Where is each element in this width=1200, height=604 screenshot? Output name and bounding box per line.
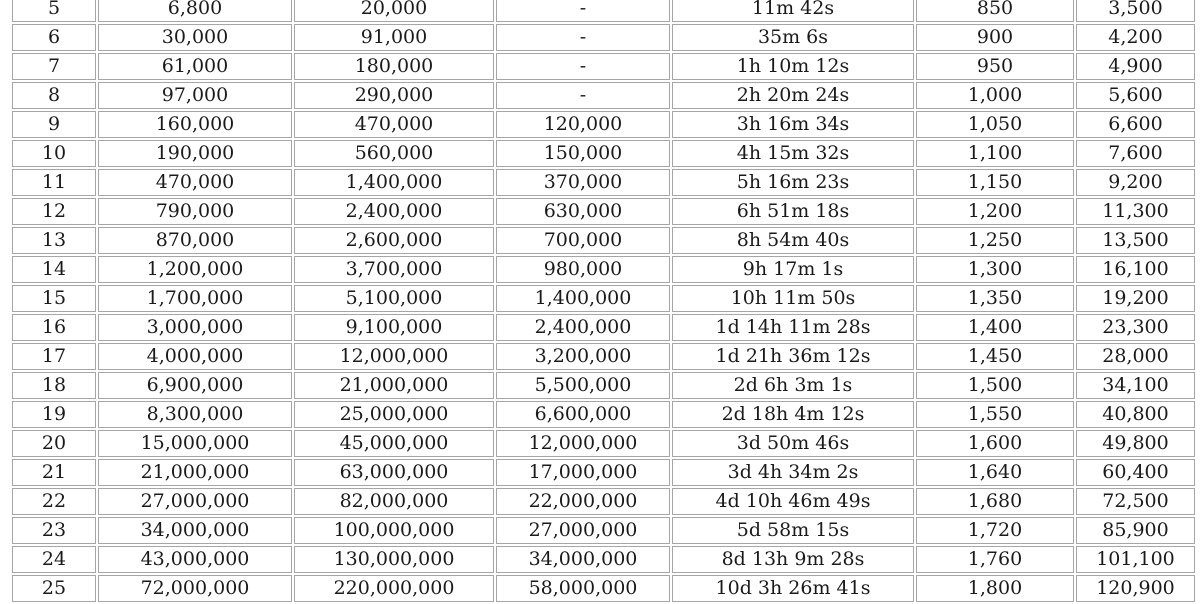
table-cell-cost-b: 2,600,000 <box>294 227 494 254</box>
table-row <box>12 285 1195 312</box>
table-cell-value-f: 85,900 <box>1076 517 1195 544</box>
table-row <box>12 198 1195 225</box>
table-cell-cost-a: 470,000 <box>98 169 292 196</box>
table-cell-value-f: 11,300 <box>1076 198 1195 225</box>
table-cell-value-e: 1,640 <box>916 459 1074 486</box>
table-cell-value-e: 1,720 <box>916 517 1074 544</box>
level-table-container <box>10 0 1193 604</box>
table-cell-cost-c: 58,000,000 <box>496 575 670 602</box>
table-row <box>12 169 1195 196</box>
table-cell-cost-c: 1,400,000 <box>496 285 670 312</box>
table-cell-value-e: 1,800 <box>916 575 1074 602</box>
table-cell-duration: 8d 13h 9m 28s <box>672 546 914 573</box>
table-cell-cost-b: 25,000,000 <box>294 401 494 428</box>
table-cell-cost-c: 6,600,000 <box>496 401 670 428</box>
table-cell-cost-a: 30,000 <box>98 24 292 51</box>
table-cell-cost-c: 5,500,000 <box>496 372 670 399</box>
table-cell-value-f: 120,900 <box>1076 575 1195 602</box>
table-cell-level: 15 <box>12 285 96 312</box>
table-cell-value-f: 40,800 <box>1076 401 1195 428</box>
table-cell-level: 24 <box>12 546 96 573</box>
table-cell-cost-c: - <box>496 82 670 109</box>
table-cell-value-f: 4,900 <box>1076 53 1195 80</box>
table-cell-cost-c: 27,000,000 <box>496 517 670 544</box>
table-cell-cost-a: 72,000,000 <box>98 575 292 602</box>
table-cell-value-e: 950 <box>916 53 1074 80</box>
table-cell-cost-c: 370,000 <box>496 169 670 196</box>
table-cell-cost-b: 63,000,000 <box>294 459 494 486</box>
table-cell-level: 12 <box>12 198 96 225</box>
table-cell-cost-b: 9,100,000 <box>294 314 494 341</box>
table-cell-cost-a: 1,700,000 <box>98 285 292 312</box>
table-cell-cost-b: 100,000,000 <box>294 517 494 544</box>
table-cell-cost-b: 290,000 <box>294 82 494 109</box>
table-cell-level: 22 <box>12 488 96 515</box>
table-cell-cost-b: 2,400,000 <box>294 198 494 225</box>
table-cell-duration: 1d 14h 11m 28s <box>672 314 914 341</box>
table-cell-level: 17 <box>12 343 96 370</box>
table-cell-cost-b: 180,000 <box>294 53 494 80</box>
table-cell-cost-a: 6,900,000 <box>98 372 292 399</box>
table-cell-cost-c: 630,000 <box>496 198 670 225</box>
table-cell-cost-c: 2,400,000 <box>496 314 670 341</box>
table-cell-cost-a: 97,000 <box>98 82 292 109</box>
table-row <box>12 546 1195 573</box>
table-cell-cost-b: 560,000 <box>294 140 494 167</box>
table-cell-duration: 2d 18h 4m 12s <box>672 401 914 428</box>
table-cell-level: 6 <box>12 24 96 51</box>
table-row <box>12 517 1195 544</box>
table-cell-value-e: 1,400 <box>916 314 1074 341</box>
table-cell-value-e: 1,150 <box>916 169 1074 196</box>
table-cell-cost-a: 870,000 <box>98 227 292 254</box>
table-cell-duration: 3h 16m 34s <box>672 111 914 138</box>
table-cell-value-f: 49,800 <box>1076 430 1195 457</box>
table-cell-value-e: 1,350 <box>916 285 1074 312</box>
table-cell-cost-b: 45,000,000 <box>294 430 494 457</box>
table-row <box>12 140 1195 167</box>
level-table-body <box>12 0 1195 602</box>
table-cell-level: 9 <box>12 111 96 138</box>
table-cell-cost-a: 4,000,000 <box>98 343 292 370</box>
table-cell-duration: 10h 11m 50s <box>672 285 914 312</box>
table-cell-cost-b: 470,000 <box>294 111 494 138</box>
table-cell-duration: 4d 10h 46m 49s <box>672 488 914 515</box>
table-cell-cost-c: 700,000 <box>496 227 670 254</box>
table-cell-cost-a: 160,000 <box>98 111 292 138</box>
table-cell-cost-a: 190,000 <box>98 140 292 167</box>
table-cell-cost-a: 8,300,000 <box>98 401 292 428</box>
level-table <box>10 0 1197 604</box>
table-cell-value-f: 34,100 <box>1076 372 1195 399</box>
table-row <box>12 575 1195 602</box>
table-cell-cost-b: 12,000,000 <box>294 343 494 370</box>
table-cell-value-f: 9,200 <box>1076 169 1195 196</box>
table-cell-duration: 3d 50m 46s <box>672 430 914 457</box>
table-cell-duration: 4h 15m 32s <box>672 140 914 167</box>
table-cell-value-f: 72,500 <box>1076 488 1195 515</box>
table-row <box>12 314 1195 341</box>
table-cell-level: 16 <box>12 314 96 341</box>
table-cell-duration: 2d 6h 3m 1s <box>672 372 914 399</box>
table-row <box>12 0 1195 22</box>
table-cell-value-e: 1,000 <box>916 82 1074 109</box>
table-cell-cost-c: 980,000 <box>496 256 670 283</box>
table-cell-level: 10 <box>12 140 96 167</box>
table-cell-cost-a: 6,800 <box>98 0 292 22</box>
table-cell-value-e: 1,500 <box>916 372 1074 399</box>
table-cell-level: 19 <box>12 401 96 428</box>
table-cell-level: 11 <box>12 169 96 196</box>
table-cell-cost-b: 3,700,000 <box>294 256 494 283</box>
table-cell-cost-b: 130,000,000 <box>294 546 494 573</box>
table-cell-cost-a: 43,000,000 <box>98 546 292 573</box>
table-row <box>12 53 1195 80</box>
table-cell-cost-b: 5,100,000 <box>294 285 494 312</box>
table-cell-value-f: 4,200 <box>1076 24 1195 51</box>
table-cell-value-e: 1,450 <box>916 343 1074 370</box>
table-cell-value-f: 5,600 <box>1076 82 1195 109</box>
table-cell-duration: 11m 42s <box>672 0 914 22</box>
table-cell-cost-c: - <box>496 0 670 22</box>
table-cell-value-e: 1,600 <box>916 430 1074 457</box>
table-cell-value-e: 1,200 <box>916 198 1074 225</box>
table-cell-level: 14 <box>12 256 96 283</box>
table-row <box>12 227 1195 254</box>
table-cell-cost-b: 220,000,000 <box>294 575 494 602</box>
table-cell-duration: 8h 54m 40s <box>672 227 914 254</box>
table-cell-cost-c: 150,000 <box>496 140 670 167</box>
table-cell-cost-a: 61,000 <box>98 53 292 80</box>
table-cell-value-e: 1,250 <box>916 227 1074 254</box>
table-cell-level: 7 <box>12 53 96 80</box>
table-cell-cost-a: 27,000,000 <box>98 488 292 515</box>
table-cell-cost-a: 34,000,000 <box>98 517 292 544</box>
table-row <box>12 459 1195 486</box>
table-cell-value-f: 60,400 <box>1076 459 1195 486</box>
table-cell-level: 23 <box>12 517 96 544</box>
table-cell-duration: 5d 58m 15s <box>672 517 914 544</box>
table-cell-cost-c: 34,000,000 <box>496 546 670 573</box>
table-cell-cost-c: 12,000,000 <box>496 430 670 457</box>
table-cell-cost-a: 21,000,000 <box>98 459 292 486</box>
table-cell-level: 20 <box>12 430 96 457</box>
table-cell-level: 21 <box>12 459 96 486</box>
table-cell-duration: 5h 16m 23s <box>672 169 914 196</box>
table-cell-value-f: 3,500 <box>1076 0 1195 22</box>
table-cell-duration: 35m 6s <box>672 24 914 51</box>
table-cell-value-f: 28,000 <box>1076 343 1195 370</box>
table-cell-duration: 10d 3h 26m 41s <box>672 575 914 602</box>
table-cell-cost-b: 20,000 <box>294 0 494 22</box>
table-cell-level: 5 <box>12 0 96 22</box>
table-cell-cost-c: 22,000,000 <box>496 488 670 515</box>
table-row <box>12 256 1195 283</box>
table-cell-cost-a: 1,200,000 <box>98 256 292 283</box>
table-cell-value-f: 19,200 <box>1076 285 1195 312</box>
table-row <box>12 488 1195 515</box>
table-cell-cost-c: - <box>496 53 670 80</box>
table-cell-value-e: 1,050 <box>916 111 1074 138</box>
table-cell-cost-b: 21,000,000 <box>294 372 494 399</box>
table-cell-value-e: 1,300 <box>916 256 1074 283</box>
table-cell-level: 25 <box>12 575 96 602</box>
table-cell-cost-a: 15,000,000 <box>98 430 292 457</box>
table-cell-value-f: 16,100 <box>1076 256 1195 283</box>
table-cell-duration: 2h 20m 24s <box>672 82 914 109</box>
table-cell-value-e: 850 <box>916 0 1074 22</box>
table-cell-level: 13 <box>12 227 96 254</box>
table-cell-level: 8 <box>12 82 96 109</box>
table-row <box>12 24 1195 51</box>
table-cell-cost-a: 3,000,000 <box>98 314 292 341</box>
table-cell-value-f: 7,600 <box>1076 140 1195 167</box>
table-cell-value-f: 23,300 <box>1076 314 1195 341</box>
table-cell-value-e: 900 <box>916 24 1074 51</box>
table-row <box>12 82 1195 109</box>
table-cell-value-e: 1,550 <box>916 401 1074 428</box>
table-cell-value-f: 6,600 <box>1076 111 1195 138</box>
table-cell-value-e: 1,680 <box>916 488 1074 515</box>
table-cell-value-e: 1,100 <box>916 140 1074 167</box>
table-cell-cost-b: 1,400,000 <box>294 169 494 196</box>
table-cell-cost-c: 3,200,000 <box>496 343 670 370</box>
table-cell-cost-b: 82,000,000 <box>294 488 494 515</box>
table-cell-cost-a: 790,000 <box>98 198 292 225</box>
table-row <box>12 430 1195 457</box>
table-cell-value-f: 13,500 <box>1076 227 1195 254</box>
table-cell-cost-c: - <box>496 24 670 51</box>
table-cell-value-e: 1,760 <box>916 546 1074 573</box>
table-row <box>12 372 1195 399</box>
table-cell-cost-b: 91,000 <box>294 24 494 51</box>
table-row <box>12 111 1195 138</box>
table-cell-level: 18 <box>12 372 96 399</box>
table-cell-value-f: 101,100 <box>1076 546 1195 573</box>
table-cell-duration: 3d 4h 34m 2s <box>672 459 914 486</box>
table-row <box>12 401 1195 428</box>
table-cell-cost-c: 17,000,000 <box>496 459 670 486</box>
table-cell-duration: 9h 17m 1s <box>672 256 914 283</box>
table-cell-duration: 1d 21h 36m 12s <box>672 343 914 370</box>
table-cell-cost-c: 120,000 <box>496 111 670 138</box>
table-row <box>12 343 1195 370</box>
table-cell-duration: 6h 51m 18s <box>672 198 914 225</box>
table-cell-duration: 1h 10m 12s <box>672 53 914 80</box>
